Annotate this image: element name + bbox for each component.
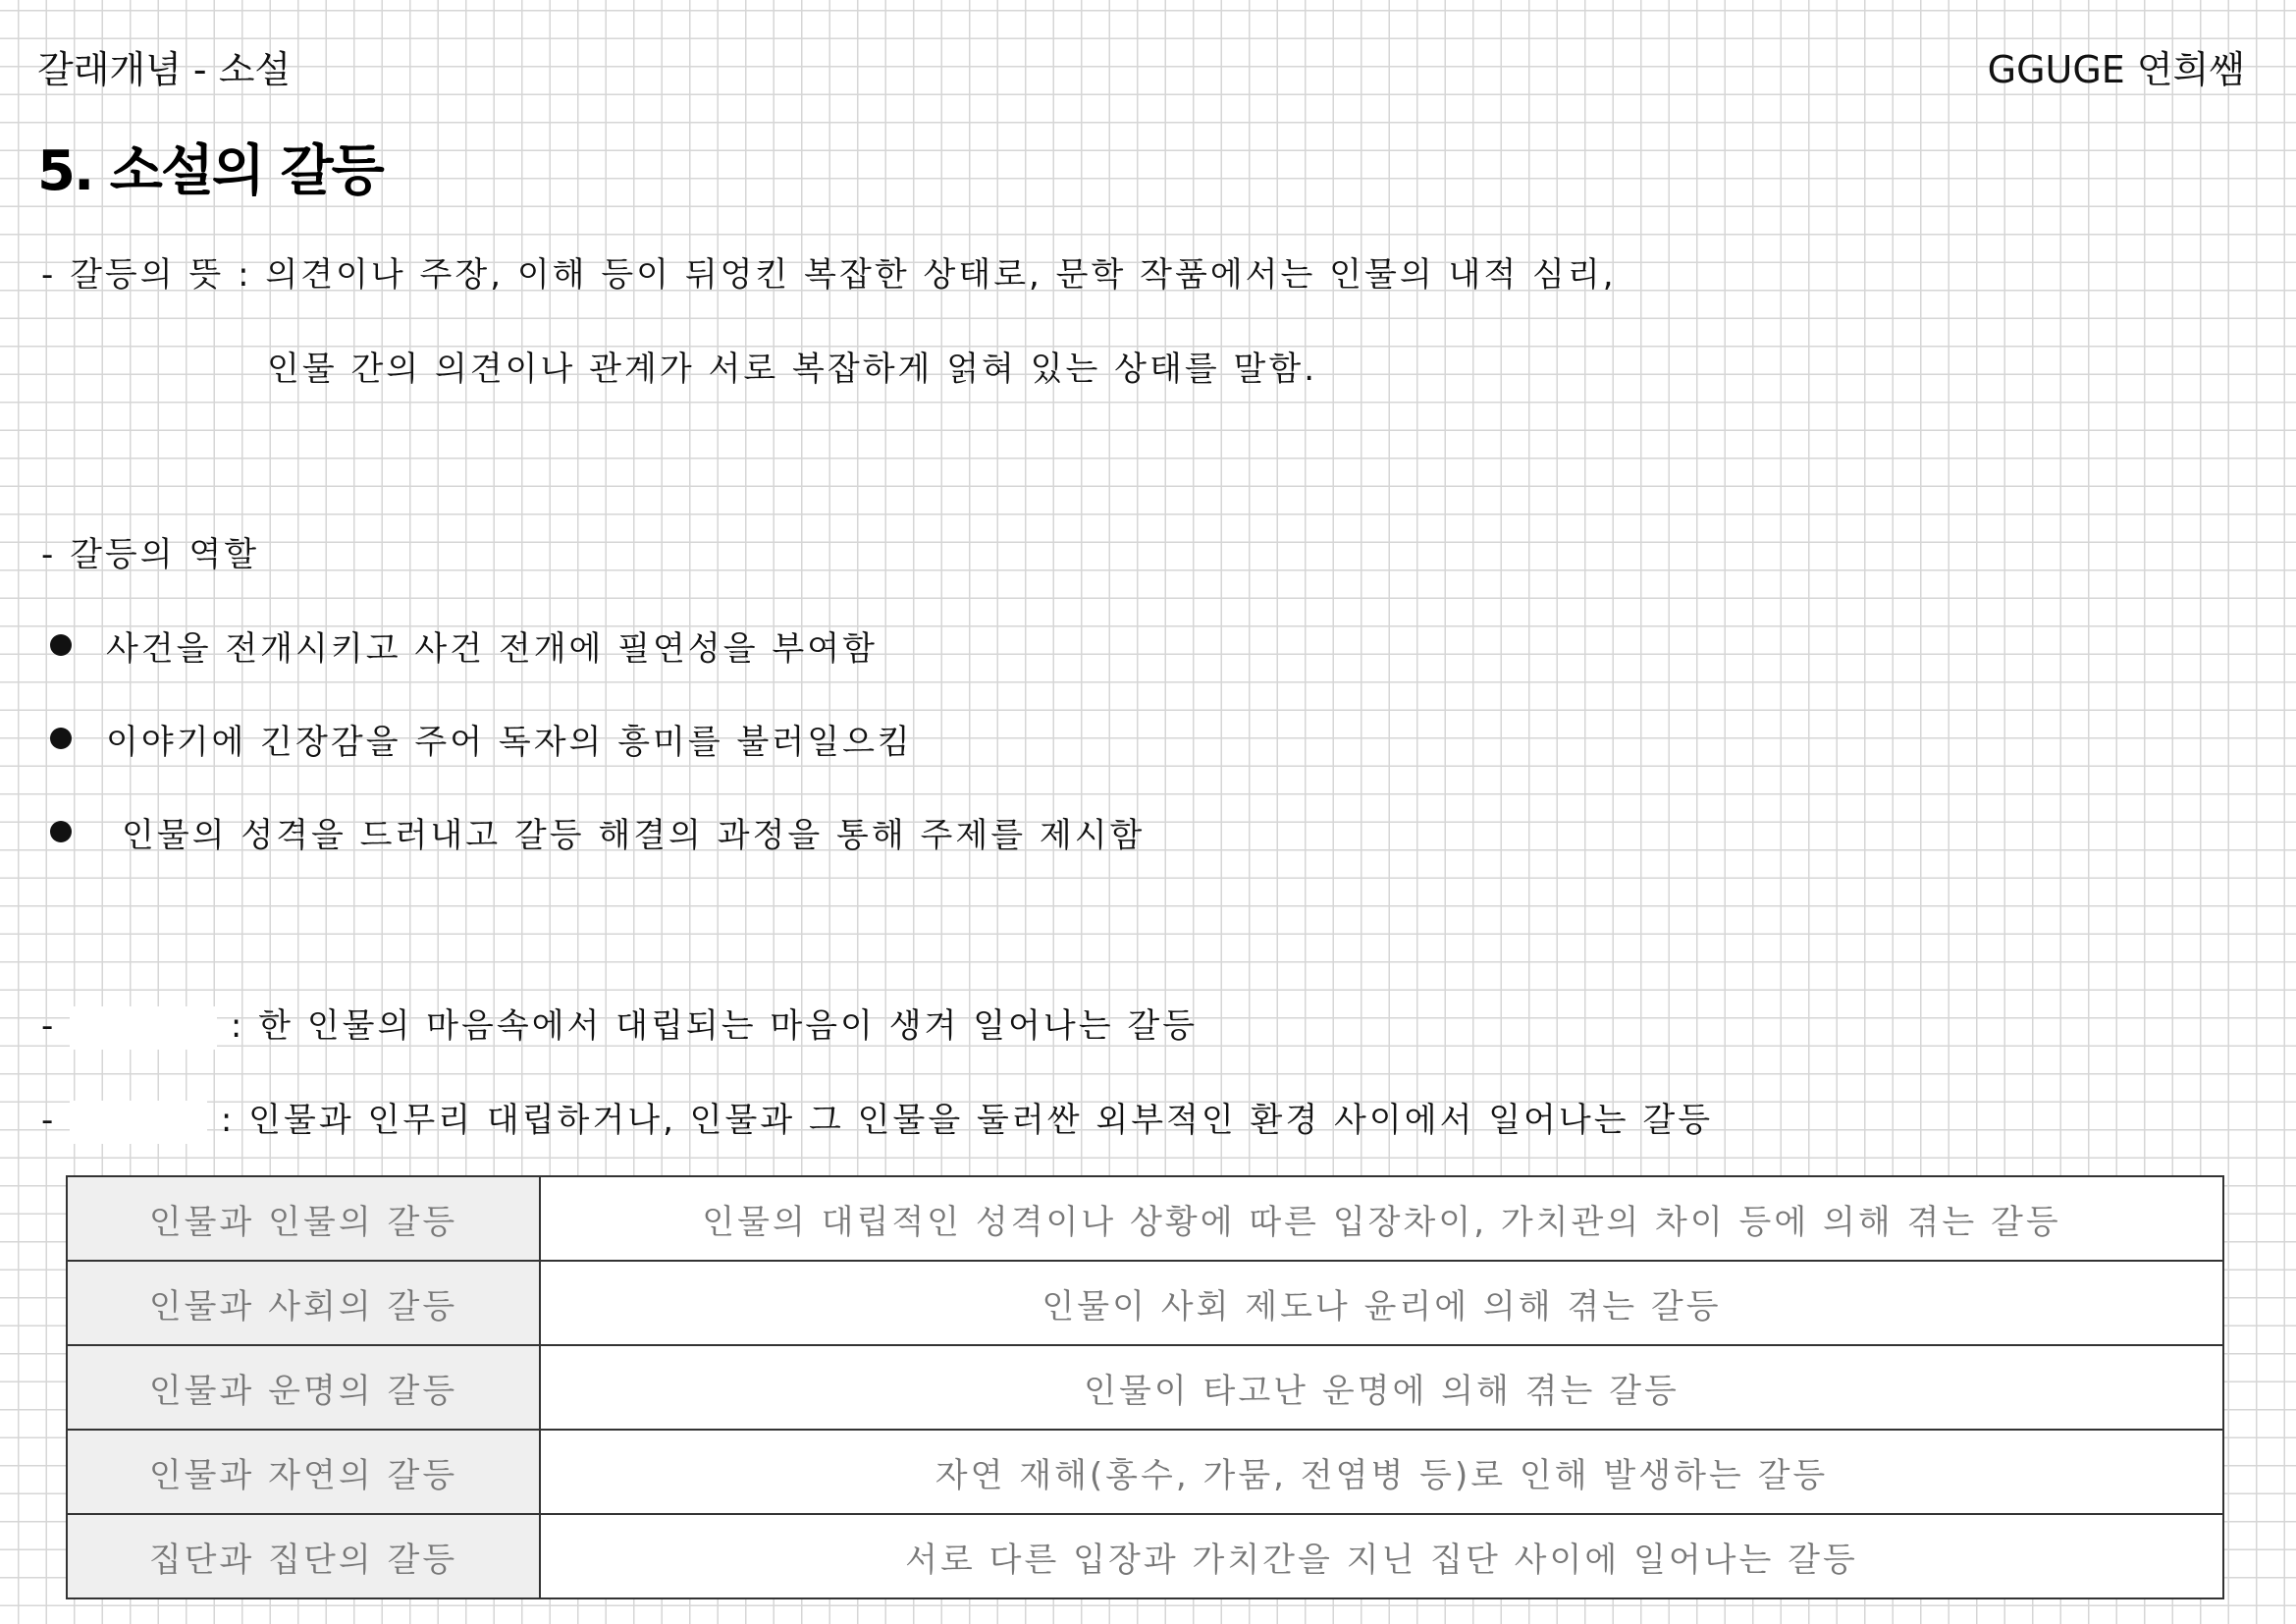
table-cell-type: 인물과 자연의 갈등 [67, 1430, 540, 1514]
table-row [67, 1345, 2223, 1430]
blank-term [70, 1101, 207, 1144]
role-item-1: 사건을 전개시키고 사건 전개에 필연성을 부여함 [106, 629, 878, 669]
table-row [67, 1176, 2223, 1261]
table-row [67, 1261, 2223, 1345]
definition-line-2: 인물 간의 의견이나 관계가 서로 복잡하게 얽혀 있는 상태를 말함. [267, 350, 1318, 389]
header-left-label: 갈래개념 - 소설 [37, 48, 292, 91]
role-item-3: 인물의 성격을 드러내고 갈등 해결의 과정을 통해 주제를 제시함 [122, 816, 1146, 855]
table-cell-desc: 서로 다른 입장과 가치간을 지닌 집단 사이에 일어나는 갈등 [540, 1514, 2223, 1598]
table-cell-type: 집단과 집단의 갈등 [67, 1514, 540, 1598]
conflict-type-desc: : 인물과 인무리 대립하거나, 인물과 그 인물을 둘러싼 외부적인 환경 사이에서 일어나는 갈등 [220, 1101, 1714, 1140]
table-row [67, 1430, 2223, 1514]
table-cell-type: 인물과 운명의 갈등 [67, 1345, 540, 1430]
conflict-type-desc: : 한 인물의 마음속에서 대립되는 마음이 생겨 일어나는 갈등 [230, 1006, 1199, 1046]
role-item-2: 이야기에 긴장감을 주어 독자의 흥미를 불러일으킴 [106, 723, 913, 762]
conflict-table [66, 1175, 2224, 1599]
conflict-type-external [41, 1093, 1713, 1144]
table-cell-type: 인물과 사회의 갈등 [67, 1261, 540, 1345]
definition-line-1 [41, 247, 1617, 296]
bullet-icon [50, 728, 72, 749]
bullet-icon [50, 634, 72, 656]
blank-term [70, 1006, 217, 1050]
table-cell-desc: 인물이 타고난 운명에 의해 겪는 갈등 [540, 1345, 2223, 1430]
table-cell-type: 인물과 인물의 갈등 [67, 1176, 540, 1261]
table-cell-desc: 인물의 대립적인 성격이나 상황에 따른 입장차이, 가치관의 차이 등에 의해 겪는 갈등 [540, 1176, 2223, 1261]
conflict-type-internal [41, 999, 1198, 1050]
header-right-label: GGUGE 연희쌤 [1987, 48, 2245, 91]
bullet-icon [50, 821, 72, 842]
conflict-type-dash: - [41, 1006, 57, 1046]
table-cell-desc: 자연 재해(홍수, 가뭄, 전염병 등)로 인해 발생하는 갈등 [540, 1430, 2223, 1514]
definition-text-1: 의견이나 주장, 이해 등이 뒤엉킨 복잡한 상태로, 문학 작품에서는 인물의 내적 심리, [265, 255, 1617, 295]
page-title: 5. 소설의 갈등 [37, 139, 383, 203]
table-cell-desc: 인물이 사회 제도나 윤리에 의해 겪는 갈등 [540, 1261, 2223, 1345]
table-row [67, 1514, 2223, 1598]
roles-heading: - 갈등의 역할 [41, 535, 260, 574]
conflict-type-dash: - [41, 1101, 57, 1140]
definition-label: - 갈등의 뜻 : [41, 255, 252, 295]
